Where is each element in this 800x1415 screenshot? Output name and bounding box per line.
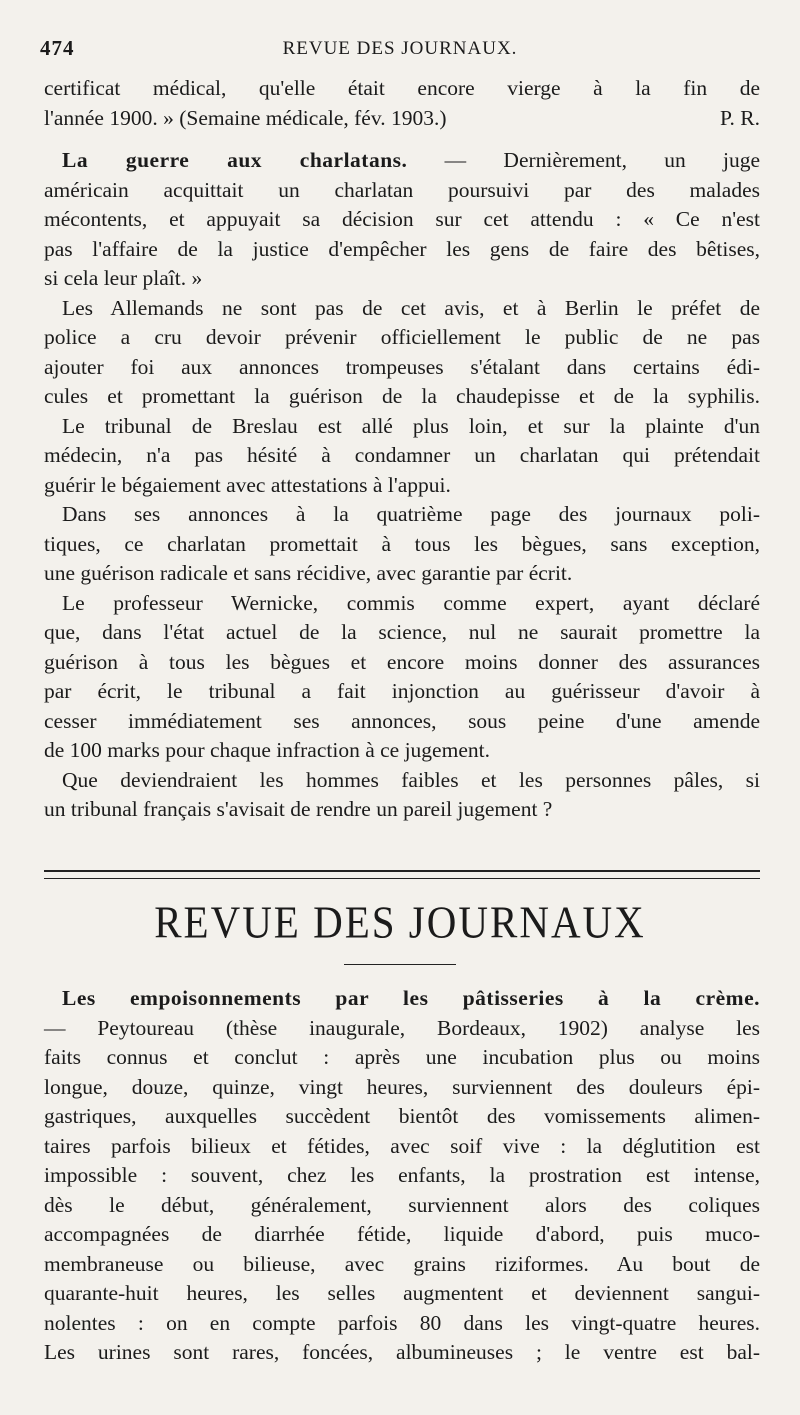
text-line: Le tribunal de Breslau est allé plus loin, et sur la plainte d'un — [62, 413, 760, 438]
section-title: REVUE DES JOURNAUX — [154, 896, 646, 948]
text-line: quarante-huit heures, les selles augmentent et deviennent sangui- — [44, 1281, 760, 1305]
text-line: accompagnées de diarrhée fétide, liquide d'abord, puis muco- — [44, 1222, 760, 1246]
text-line: un tribunal français s'avisait de rendre un pareil jugement ? — [44, 797, 553, 821]
text-line: Le professeur Wernicke, commis comme expert, ayant déclaré — [62, 590, 760, 615]
running-title: REVUE DES JOURNAUX. — [282, 38, 518, 59]
running-header — [40, 36, 760, 66]
text-line: guérir le bégaiement avec attestations à l'appui. — [44, 472, 451, 497]
text-line: taires parfois bilieux et fétides, avec soif vive : la déglutition est — [44, 1133, 760, 1158]
text-line: Dans ses annonces à la quatrième page des journaux poli- — [62, 502, 760, 526]
title-underline — [344, 964, 456, 965]
text-line: de 100 marks pour chaque infraction à ce jugement. — [44, 738, 490, 762]
text-line: certificat médical, qu'elle était encore vierge à la fin de — [44, 76, 760, 100]
author-initials: P. R. — [719, 105, 760, 130]
section-divider — [44, 870, 760, 879]
text-line: impossible : souvent, chez les enfants, la prostration est intense, — [44, 1163, 760, 1187]
article-heading: Les empoisonnements par les pâtisseries à la crème. — [62, 986, 760, 1010]
text-line: — Peytoureau (thèse inaugurale, Bordeaux, 1902) analyse les — [44, 1015, 760, 1040]
text-line: Les Allemands ne sont pas de cet avis, et à Berlin le préfet de — [62, 295, 760, 320]
text-line: cesser immédiatement ses annonces, sous peine d'une amende — [44, 708, 760, 733]
text-line: longue, douze, quinze, vingt heures, surviennent des douleurs épi- — [44, 1074, 760, 1099]
text-line: nolentes : on en compte parfois 80 dans les vingt-quatre heures. — [44, 1310, 760, 1335]
article-charlatans — [44, 146, 760, 825]
text-line: que, dans l'état actuel de la science, nul ne saurait promettre la — [44, 620, 760, 644]
text-line: médecin, n'a pas hésité à condamner un charlatan qui prétendait — [44, 443, 760, 467]
text-line: si cela leur plaît. » — [44, 266, 203, 290]
text-line — [44, 146, 760, 176]
text-line: Les urines sont rares, foncées, albumineuses ; le ventre est bal- — [44, 1340, 760, 1364]
text-line: ajouter foi aux annonces trompeuses s'étalant dans certains édi- — [44, 354, 760, 379]
page-number: 474 — [40, 36, 75, 60]
text-line: pas l'affaire de la justice d'empêcher les gens de faire des bêtises, — [44, 236, 760, 261]
text-line: par écrit, le tribunal a fait injonction au guérisseur d'avoir à — [44, 679, 760, 703]
previous-article-end — [44, 74, 760, 133]
text-line: une guérison radicale et sans récidive, avec garantie par écrit. — [44, 561, 573, 585]
text-line: guérison à tous les bègues et encore moins donner des assurances — [44, 649, 760, 674]
text-line: membraneuse ou bilieuse, avec grains riziformes. Au bout de — [44, 1251, 760, 1276]
article-heading: La guerre aux charlatans. — [62, 148, 408, 172]
article-patisseries — [44, 984, 760, 1368]
text-line — [44, 104, 760, 134]
text-line: dès le début, généralement, surviennent alors des coliques — [44, 1192, 760, 1217]
text-line: faits connus et conclut : après une incubation plus ou moins — [44, 1045, 760, 1069]
text-line: cules et promettant la guérison de la chaudepisse et de la syphilis. — [44, 384, 760, 408]
text-line: américain acquittait un charlatan poursuivi par des malades — [44, 177, 760, 202]
heading-continuation: — Dernièrement, un juge — [407, 148, 760, 172]
text-line — [44, 984, 760, 1014]
text-line: gastriques, auxquelles succèdent bientôt des vomissements alimen- — [44, 1104, 760, 1128]
text-line: police a cru devoir prévenir officiellement le public de ne pas — [44, 325, 760, 349]
text-line: Que deviendraient les hommes faibles et les personnes pâles, si — [62, 767, 760, 792]
citation: l'année 1900. » (Semaine médicale, fév. 1903.) — [44, 105, 447, 130]
text-line: tiques, ce charlatan promettait à tous les bègues, sans exception, — [44, 531, 760, 556]
text-line: mécontents, et appuyait sa décision sur cet attendu : « Ce n'est — [44, 207, 760, 231]
